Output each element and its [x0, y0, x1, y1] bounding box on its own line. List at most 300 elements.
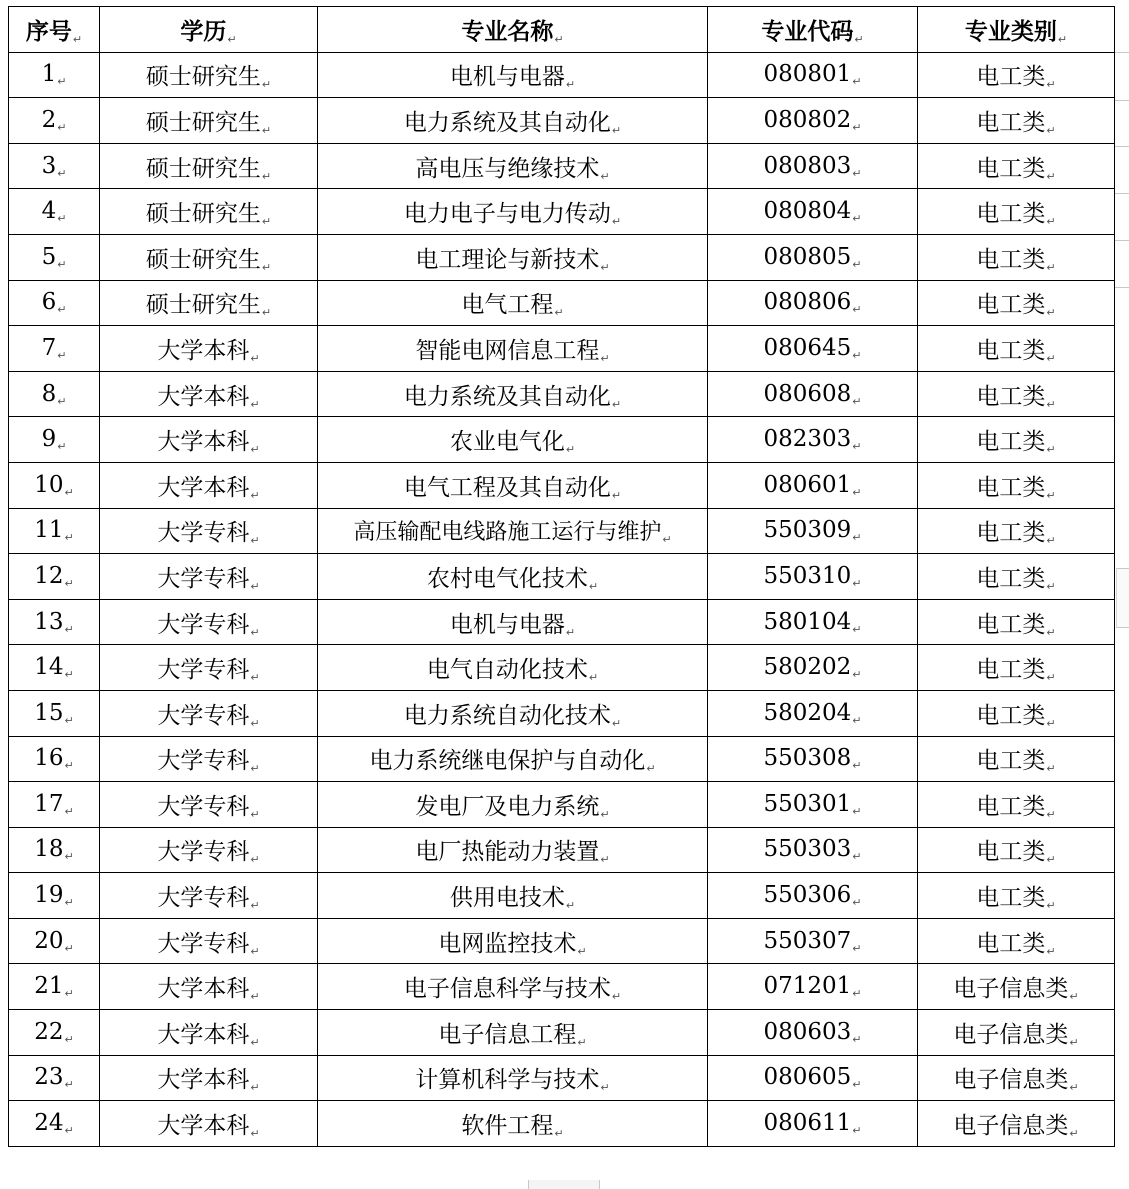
table-row	[9, 280, 1115, 326]
cell-text: 13	[34, 608, 64, 635]
paragraph-mark-icon: ↵	[600, 853, 610, 867]
cell-major-category[interactable]	[918, 234, 1115, 280]
header-education[interactable]: 学历↵	[100, 7, 318, 53]
table-row	[9, 189, 1115, 235]
paragraph-mark-icon: ↵	[250, 944, 260, 958]
paragraph-mark-icon: ↵	[250, 579, 260, 593]
paragraph-mark-icon: ↵	[852, 1078, 862, 1092]
cell-index[interactable]	[9, 827, 100, 873]
cell-education[interactable]	[100, 1101, 318, 1147]
cell-major-category[interactable]	[918, 1101, 1115, 1147]
cell-text: 4	[41, 198, 57, 225]
paragraph-mark-icon: ↵	[852, 394, 862, 408]
cell-major-code[interactable]	[708, 462, 918, 508]
paragraph-mark-icon: ↵	[1046, 351, 1056, 365]
cell-text: 550306	[763, 882, 852, 909]
cell-major-code[interactable]	[708, 1101, 918, 1147]
cell-text: 080805	[763, 243, 852, 270]
edge-tick	[1115, 287, 1129, 288]
paragraph-mark-icon: ↵	[261, 215, 272, 229]
cell-text: 电气工程及其自动化	[403, 474, 611, 501]
cell-index[interactable]	[9, 964, 100, 1010]
cell-major-name[interactable]	[318, 462, 708, 508]
paragraph-mark-icon: ↵	[1046, 169, 1056, 183]
table-row	[9, 1055, 1115, 1101]
paragraph-mark-icon: ↵	[600, 169, 610, 183]
paragraph-mark-icon: ↵	[852, 759, 862, 773]
paragraph-mark-icon: ↵	[57, 303, 67, 317]
cell-major-name[interactable]	[318, 690, 708, 736]
paragraph-mark-icon: ↵	[64, 1078, 74, 1092]
cell-index[interactable]	[9, 918, 100, 964]
cell-major-code[interactable]	[708, 326, 918, 372]
cell-index[interactable]	[9, 782, 100, 828]
paragraph-mark-icon: ↵	[1046, 579, 1056, 593]
cell-major-category[interactable]	[918, 736, 1115, 782]
cell-education[interactable]	[100, 645, 318, 691]
table-row	[9, 873, 1115, 919]
cell-index[interactable]	[9, 736, 100, 782]
paragraph-mark-icon: ↵	[227, 32, 237, 46]
paragraph-mark-icon: ↵	[852, 166, 862, 180]
paragraph-mark-icon: ↵	[1046, 534, 1056, 548]
cell-text: 电工类	[976, 155, 1046, 182]
edge-tick	[1115, 52, 1129, 53]
paragraph-mark-icon: ↵	[261, 260, 272, 274]
cell-text: 23	[34, 1064, 64, 1091]
paragraph-mark-icon: ↵	[852, 941, 862, 955]
cell-text: 硕士研究生	[145, 155, 261, 182]
cell-text: 电力电子与电力传动	[403, 201, 611, 228]
cell-text: 大学本科	[157, 1021, 250, 1048]
header-index[interactable]: 序号↵	[9, 7, 100, 53]
paragraph-mark-icon: ↵	[250, 807, 260, 821]
cell-major-category[interactable]	[918, 964, 1115, 1010]
cell-major-name[interactable]	[318, 782, 708, 828]
cell-text: 14	[34, 654, 64, 681]
cell-text: 电力系统及其自动化	[403, 383, 611, 410]
cell-major-category[interactable]	[918, 326, 1115, 372]
cell-major-name[interactable]	[318, 98, 708, 144]
table-row	[9, 462, 1115, 508]
cell-text: 电工类	[976, 885, 1046, 912]
cell-text: 080601	[763, 471, 852, 498]
cell-text: 电力系统继电保护与自动化	[369, 748, 646, 775]
header-row	[9, 7, 1115, 53]
cell-text: 电工类	[976, 930, 1046, 957]
cell-text: 071201	[763, 973, 852, 1000]
cell-index[interactable]	[9, 234, 100, 280]
paragraph-mark-icon: ↵	[852, 1124, 862, 1138]
cell-index[interactable]	[9, 645, 100, 691]
edge-tick	[1115, 240, 1129, 241]
header-major-name[interactable]: 专业名称↵	[318, 7, 708, 53]
cell-text: 电子信息类	[953, 976, 1069, 1003]
cell-major-name[interactable]	[318, 599, 708, 645]
cell-major-name[interactable]	[318, 143, 708, 189]
paragraph-mark-icon: ↵	[852, 348, 862, 362]
cell-major-category[interactable]	[918, 782, 1115, 828]
cell-index[interactable]	[9, 326, 100, 372]
cell-education[interactable]	[100, 280, 318, 326]
cell-index[interactable]	[9, 52, 100, 98]
cell-major-category[interactable]	[918, 1055, 1115, 1101]
table-resize-handle[interactable]	[1116, 568, 1129, 628]
cell-index[interactable]	[9, 690, 100, 736]
cell-education[interactable]	[100, 554, 318, 600]
paragraph-mark-icon: ↵	[588, 579, 599, 593]
cell-major-name[interactable]	[318, 1055, 708, 1101]
cell-major-category[interactable]	[918, 690, 1115, 736]
cell-major-code[interactable]	[708, 690, 918, 736]
cell-major-code[interactable]	[708, 417, 918, 463]
paragraph-mark-icon: ↵	[852, 896, 862, 910]
cell-text: 大学专科	[157, 839, 250, 866]
majors-table	[8, 6, 1115, 1147]
paragraph-mark-icon: ↵	[1046, 488, 1056, 502]
cell-major-code[interactable]	[708, 554, 918, 600]
cell-major-name[interactable]	[318, 508, 708, 554]
cell-text: 电工类	[976, 429, 1046, 456]
cell-major-category[interactable]	[918, 1010, 1115, 1056]
paragraph-mark-icon: ↵	[852, 212, 862, 226]
cell-major-category[interactable]	[918, 645, 1115, 691]
paragraph-mark-icon: ↵	[1046, 443, 1056, 457]
paragraph-mark-icon: ↵	[1057, 32, 1068, 46]
paragraph-mark-icon: ↵	[250, 716, 260, 730]
paragraph-mark-icon: ↵	[250, 990, 260, 1004]
cell-text: 15	[34, 699, 64, 726]
cell-education[interactable]	[100, 782, 318, 828]
cell-text: 电工类	[976, 793, 1046, 820]
cell-major-name[interactable]	[318, 645, 708, 691]
cell-education[interactable]	[100, 52, 318, 98]
paragraph-mark-icon: ↵	[250, 443, 260, 457]
cell-text: 电工类	[976, 611, 1046, 638]
paragraph-mark-icon: ↵	[57, 166, 67, 180]
cell-education[interactable]	[100, 736, 318, 782]
paragraph-mark-icon: ↵	[1046, 306, 1056, 320]
cell-major-name[interactable]	[318, 417, 708, 463]
cell-text: 20	[34, 927, 64, 954]
cell-major-code[interactable]	[708, 918, 918, 964]
cell-text: 电工类	[976, 657, 1046, 684]
cell-index[interactable]	[9, 371, 100, 417]
cell-text: 080605	[763, 1064, 852, 1091]
paragraph-mark-icon: ↵	[852, 850, 862, 864]
cell-major-code[interactable]	[708, 599, 918, 645]
cell-education[interactable]	[100, 827, 318, 873]
cell-education[interactable]	[100, 1055, 318, 1101]
cell-major-name[interactable]	[318, 554, 708, 600]
paragraph-mark-icon: ↵	[250, 1035, 260, 1049]
cell-education[interactable]	[100, 234, 318, 280]
cell-major-code[interactable]	[708, 143, 918, 189]
paragraph-mark-icon: ↵	[852, 440, 862, 454]
paragraph-mark-icon: ↵	[852, 576, 862, 590]
cell-text: 17	[34, 790, 64, 817]
cell-text: 大学本科	[157, 429, 250, 456]
cell-major-code[interactable]	[708, 98, 918, 144]
cell-major-code[interactable]	[708, 782, 918, 828]
paragraph-mark-icon: ↵	[1046, 762, 1056, 776]
cell-text: 6	[41, 289, 57, 316]
cell-index[interactable]	[9, 98, 100, 144]
cell-education[interactable]	[100, 873, 318, 919]
cell-text: 电力系统及其自动化	[403, 109, 611, 136]
cell-text: 大学本科	[157, 1067, 250, 1094]
cell-text: 电工理论与新技术	[415, 246, 600, 273]
cell-text: 电子信息类	[953, 1067, 1069, 1094]
cell-education[interactable]	[100, 98, 318, 144]
paragraph-mark-icon: ↵	[64, 804, 74, 818]
paragraph-mark-icon: ↵	[57, 120, 67, 134]
edge-tick	[1115, 146, 1129, 147]
cell-education[interactable]	[100, 371, 318, 417]
cell-major-category[interactable]	[918, 918, 1115, 964]
table-row	[9, 234, 1115, 280]
cell-text: 大学专科	[157, 520, 250, 547]
paragraph-mark-icon: ↵	[1046, 899, 1056, 913]
cell-text: 硕士研究生	[145, 292, 261, 319]
cell-major-name[interactable]	[318, 873, 708, 919]
paragraph-mark-icon: ↵	[611, 123, 622, 137]
cell-education[interactable]	[100, 189, 318, 235]
paragraph-mark-icon: ↵	[554, 306, 564, 320]
cell-text: 16	[34, 745, 64, 772]
table-row	[9, 143, 1115, 189]
cell-index[interactable]	[9, 508, 100, 554]
cell-major-category[interactable]	[918, 827, 1115, 873]
paragraph-mark-icon: ↵	[57, 75, 67, 89]
header-major-category[interactable]: 专业类别↵	[918, 7, 1115, 53]
cell-major-name[interactable]	[318, 918, 708, 964]
paragraph-mark-icon: ↵	[646, 762, 656, 776]
cell-text: 11	[34, 517, 64, 544]
cell-major-code[interactable]	[708, 1055, 918, 1101]
paragraph-mark-icon: ↵	[600, 807, 610, 821]
paragraph-mark-icon: ↵	[565, 625, 576, 639]
cell-text: 1	[41, 61, 57, 88]
cell-text: 580202	[763, 654, 852, 681]
paragraph-mark-icon: ↵	[1046, 78, 1056, 92]
cell-text: 农村电气化技术	[426, 565, 588, 592]
cell-index[interactable]	[9, 599, 100, 645]
cell-education[interactable]	[100, 1010, 318, 1056]
cell-text: 大学专科	[157, 657, 250, 684]
cell-text: 电工类	[976, 702, 1046, 729]
cell-text: 8	[41, 380, 57, 407]
paragraph-mark-icon: ↵	[1046, 671, 1056, 685]
paragraph-mark-icon: ↵	[600, 1081, 610, 1095]
cell-major-name[interactable]	[318, 280, 708, 326]
cell-major-code[interactable]	[708, 645, 918, 691]
cell-major-name[interactable]	[318, 827, 708, 873]
cell-index[interactable]	[9, 280, 100, 326]
cell-index[interactable]	[9, 1010, 100, 1056]
paragraph-mark-icon: ↵	[852, 1032, 862, 1046]
cell-index[interactable]	[9, 554, 100, 600]
table-row	[9, 964, 1115, 1010]
table-row	[9, 371, 1115, 417]
cell-major-name[interactable]	[318, 189, 708, 235]
cell-major-code[interactable]	[708, 280, 918, 326]
cell-index[interactable]	[9, 417, 100, 463]
cell-major-category[interactable]	[918, 873, 1115, 919]
cell-education[interactable]	[100, 462, 318, 508]
cell-text: 电工类	[976, 383, 1046, 410]
paragraph-mark-icon: ↵	[250, 488, 260, 502]
paragraph-mark-icon: ↵	[1046, 853, 1056, 867]
cell-major-code[interactable]	[708, 873, 918, 919]
paragraph-mark-icon: ↵	[1069, 990, 1079, 1004]
cell-major-code[interactable]	[708, 508, 918, 554]
paragraph-mark-icon: ↵	[1069, 1081, 1079, 1095]
cell-major-category[interactable]	[918, 98, 1115, 144]
paragraph-mark-icon: ↵	[261, 306, 272, 320]
paragraph-mark-icon: ↵	[250, 1081, 260, 1095]
cell-major-code[interactable]	[708, 964, 918, 1010]
cell-text: 供用电技术	[449, 885, 565, 912]
cell-text: 9	[41, 426, 57, 453]
cell-text: 电气自动化技术	[426, 657, 588, 684]
paragraph-mark-icon: ↵	[600, 351, 610, 365]
table-body	[9, 52, 1115, 1146]
cell-text: 电子信息类	[953, 1113, 1069, 1140]
cell-major-code[interactable]	[708, 736, 918, 782]
paragraph-mark-icon: ↵	[852, 713, 862, 727]
cell-text: 550309	[763, 517, 852, 544]
table-row	[9, 508, 1115, 554]
cell-index[interactable]	[9, 189, 100, 235]
cell-major-name[interactable]	[318, 326, 708, 372]
cell-text: 580104	[763, 608, 852, 635]
cell-text: 电工类	[976, 109, 1046, 136]
cell-major-code[interactable]	[708, 189, 918, 235]
paragraph-mark-icon: ↵	[1046, 215, 1056, 229]
paragraph-mark-icon: ↵	[250, 671, 260, 685]
table-row	[9, 782, 1115, 828]
cell-major-code[interactable]	[708, 52, 918, 98]
cell-education[interactable]	[100, 143, 318, 189]
paragraph-mark-icon: ↵	[565, 443, 576, 457]
paragraph-mark-icon: ↵	[57, 394, 67, 408]
paragraph-mark-icon: ↵	[261, 169, 272, 183]
cell-text: 080803	[763, 152, 852, 179]
paragraph-mark-icon: ↵	[577, 1035, 587, 1049]
paragraph-mark-icon: ↵	[554, 32, 564, 46]
table-row	[9, 1010, 1115, 1056]
cell-major-name[interactable]	[318, 371, 708, 417]
cell-text: 550310	[763, 562, 852, 589]
paragraph-mark-icon: ↵	[852, 120, 862, 134]
cell-text: 大学专科	[157, 793, 250, 820]
cell-major-category[interactable]	[918, 143, 1115, 189]
cell-major-code[interactable]	[708, 371, 918, 417]
table-row	[9, 1101, 1115, 1147]
paragraph-mark-icon: ↵	[588, 671, 599, 685]
cell-text: 电工类	[976, 337, 1046, 364]
cell-text: 12	[34, 562, 64, 589]
cell-index[interactable]	[9, 462, 100, 508]
paragraph-mark-icon: ↵	[64, 668, 74, 682]
paragraph-mark-icon: ↵	[64, 896, 74, 910]
paragraph-mark-icon: ↵	[1046, 625, 1056, 639]
cell-text: 080608	[763, 380, 852, 407]
cell-education[interactable]	[100, 964, 318, 1010]
cell-education[interactable]	[100, 918, 318, 964]
paragraph-mark-icon: ↵	[852, 804, 862, 818]
cell-major-name[interactable]	[318, 1010, 708, 1056]
cell-text: 电工类	[976, 292, 1046, 319]
cell-major-name[interactable]	[318, 964, 708, 1010]
cell-major-category[interactable]	[918, 417, 1115, 463]
cell-education[interactable]	[100, 690, 318, 736]
cell-index[interactable]	[9, 1055, 100, 1101]
cell-major-category[interactable]	[918, 371, 1115, 417]
edge-tick	[1115, 100, 1129, 101]
cell-major-category[interactable]	[918, 599, 1115, 645]
page-bottom-scroll-strip[interactable]	[528, 1180, 600, 1189]
cell-major-code[interactable]	[708, 234, 918, 280]
paragraph-mark-icon: ↵	[250, 853, 260, 867]
cell-text: 硕士研究生	[145, 246, 261, 273]
cell-major-category[interactable]	[918, 280, 1115, 326]
cell-major-code[interactable]	[708, 827, 918, 873]
cell-major-category[interactable]	[918, 52, 1115, 98]
cell-major-category[interactable]	[918, 554, 1115, 600]
cell-text: 2	[41, 106, 57, 133]
cell-text: 电机与电器	[449, 611, 565, 638]
paragraph-mark-icon: ↵	[64, 987, 74, 1001]
cell-text: 大学专科	[157, 748, 250, 775]
cell-text: 大学专科	[157, 611, 250, 638]
cell-index[interactable]	[9, 143, 100, 189]
cell-major-name[interactable]	[318, 52, 708, 98]
paragraph-mark-icon: ↵	[250, 1127, 260, 1141]
cell-major-name[interactable]	[318, 234, 708, 280]
cell-major-category[interactable]	[918, 462, 1115, 508]
cell-major-name[interactable]	[318, 736, 708, 782]
cell-major-category[interactable]	[918, 508, 1115, 554]
header-major-code[interactable]: 专业代码↵	[708, 7, 918, 53]
cell-text: 080645	[763, 334, 852, 361]
cell-major-name[interactable]	[318, 1101, 708, 1147]
paragraph-mark-icon: ↵	[852, 75, 862, 89]
paragraph-mark-icon: ↵	[64, 576, 74, 590]
cell-text: 电厂热能动力装置	[415, 839, 600, 866]
paragraph-mark-icon: ↵	[1069, 1127, 1079, 1141]
cell-education[interactable]	[100, 326, 318, 372]
cell-text: 082303	[763, 426, 852, 453]
paragraph-mark-icon: ↵	[852, 485, 862, 499]
cell-education[interactable]	[100, 599, 318, 645]
paragraph-mark-icon: ↵	[57, 257, 67, 271]
cell-index[interactable]	[9, 1101, 100, 1147]
paragraph-mark-icon: ↵	[261, 78, 272, 92]
cell-text: 080802	[763, 106, 852, 133]
paragraph-mark-icon: ↵	[1046, 397, 1056, 411]
paragraph-mark-icon: ↵	[250, 625, 260, 639]
cell-education[interactable]	[100, 417, 318, 463]
cell-education[interactable]	[100, 508, 318, 554]
cell-major-code[interactable]	[708, 1010, 918, 1056]
paragraph-mark-icon: ↵	[852, 622, 862, 636]
paragraph-mark-icon: ↵	[611, 716, 622, 730]
cell-index[interactable]	[9, 873, 100, 919]
cell-text: 550308	[763, 745, 852, 772]
cell-major-category[interactable]	[918, 189, 1115, 235]
